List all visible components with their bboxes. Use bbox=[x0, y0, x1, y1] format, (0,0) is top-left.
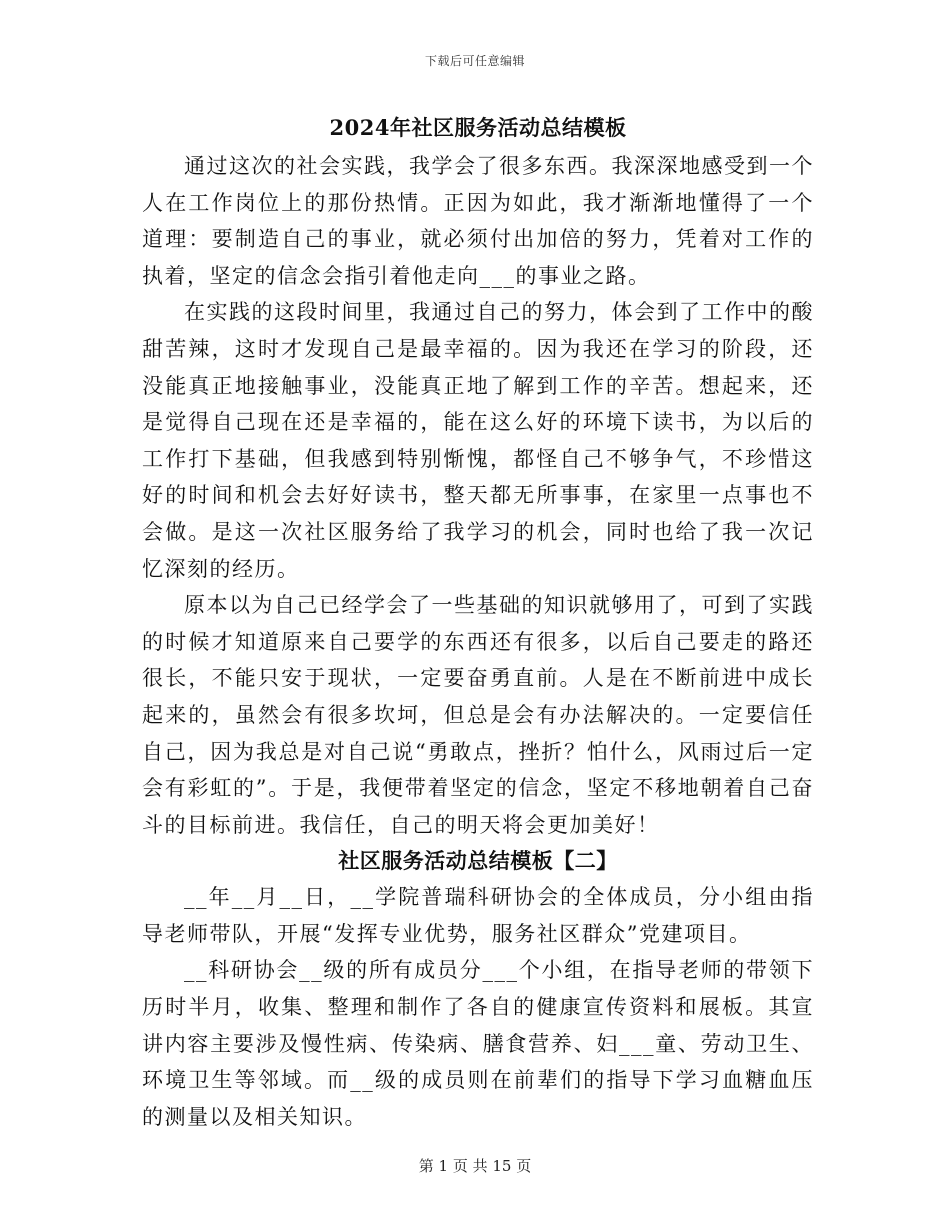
paragraph: 通过这次的社会实践，我学会了很多东西。我深深地感受到一个人在工作岗位上的那份热情。正因为如此，我才渐渐地懂得了一个道理：要制造自己的事业，就必须付出加倍的努力，凭着对工作的执着，坚定的信念会指引着他走向___的事业之路。 bbox=[142, 154, 814, 288]
paragraph: __科研协会__级的所有成员分___个小组，在指导老师的带领下历时半月，收集、整理和制作了各自的健康宣传资料和展板。其宣讲内容主要涉及慢性病、传染病、膳食营养、妇___童、劳动卫生、环境卫生等邻域。而__级的成员则在前辈们的指导下学习血糖血压的测量以及相关知识。 bbox=[142, 958, 814, 1129]
paragraph: 在实践的这段时间里，我通过自己的努力，体会到了工作中的酸甜苦辣，这时才发现自己是最幸福的。因为我还在学习的阶段，还没能真正地接触事业，没能真正地了解到工作的辛苦。想起来，还是觉得自己现在还是幸福的，能在这么好的环境下读书，为以后的工作打下基础，但我感到特别惭愧，都怪自己不够争气，不珍惜这好的时间和机会去好好读书，整天都无所事事，在家里一点事也不会做。是这一次社区服务给了我学习的机会，同时也给了我一次记忆深刻的经历。 bbox=[142, 300, 814, 581]
paragraph: 原本以为自己已经学会了一些基础的知识就够用了，可到了实践的时候才知道原来自己要学的东西还有很多，以后自己要走的路还很长，不能只安于现状，一定要奋勇直前。人是在不断前进中成长起来的，虽然会有很多坎坷，但总是会有办法解决的。一定要信任自己，因为我总是对自己说“勇敢点，挫折？怕什么，风雨过后一定会有彩虹的”。于是，我便带着坚定的信念，坚定不移地朝着自己奋斗的目标前进。我信任，自己的明天将会更加美好！ bbox=[142, 593, 814, 837]
document-body bbox=[142, 110, 814, 1135]
paragraph: __年__月__日，__学院普瑞科研协会的全体成员，分小组由指导老师带队，开展“发挥专业优势，服务社区群众”党建项目。 bbox=[142, 885, 814, 946]
page-footer: 第 1 页 共 15 页 bbox=[418, 1157, 532, 1175]
section-title: 社区服务活动总结模板【二】 bbox=[338, 848, 618, 874]
page-header: 下载后可任意编辑 bbox=[424, 54, 525, 68]
document-title: 2024年社区服务活动总结模板 bbox=[329, 115, 627, 140]
